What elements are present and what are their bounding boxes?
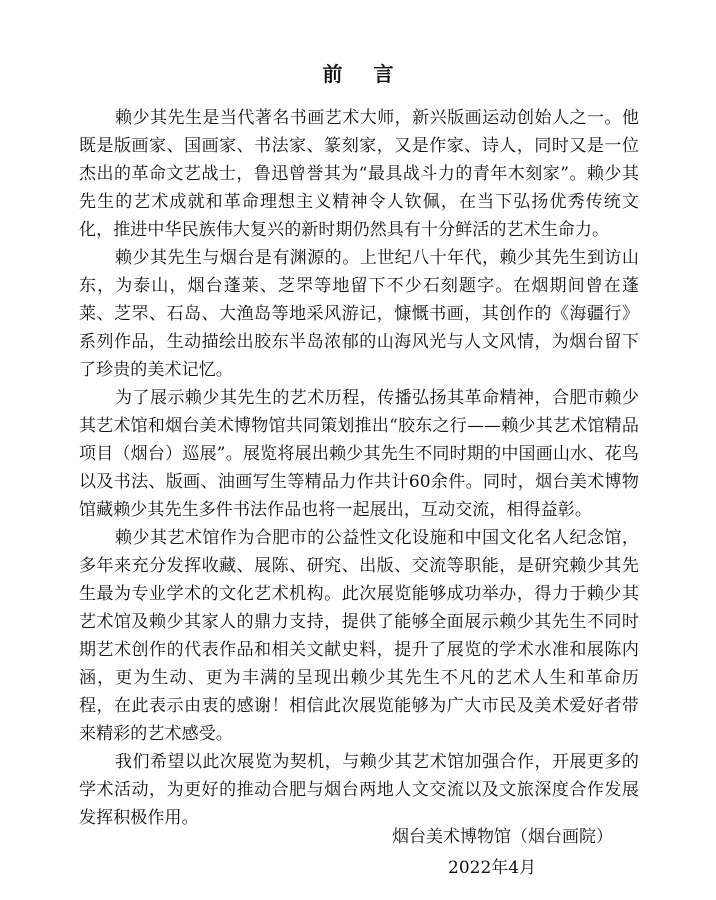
paragraph-5: 我们希望以此次展览为契机，与赖少其艺术馆加强合作，开展更多的学术活动，为更好的推动合肥与烟台两地人文交流以及文旅深度合作发展发挥积极作用。 (79, 752, 639, 828)
paragraph-1: 赖少其先生是当代著名书画艺术大师，新兴版画运动创始人之一。他既是版画家、国画家、书法家、篆刻家，又是作家、诗人，同时又是一位杰出的革命文艺战士，鲁迅曾誉其为“最具战斗力的青年木刻家”。赖少其先生的艺术成就和革命理想主义精神令人钦佩，在当下弘扬优秀传统文化，推进中华民族伟大复兴的新时期仍然具有十分鲜活的艺术生命力。 (79, 108, 639, 240)
paragraph-2: 赖少其先生与烟台是有渊源的。上世纪八十年代，赖少其先生到访山东，为泰山，烟台蓬莱、芝罘等地留下不少石刻题字。在烟期间曾在蓬莱、芝罘、石岛、大渔岛等地采风游记，慷慨书画，其创作的《海疆行》系列作品，生动描绘出胶东半岛浓郁的山海风光与人文风情，为烟台留下了珍贵的美术记忆。 (79, 248, 639, 380)
paragraph-4: 赖少其艺术馆作为合肥市的公益性文化设施和中国文化名人纪念馆，多年来充分发挥收藏、展陈、研究、出版、交流等职能，是研究赖少其先生最为专业学术的文化艺术机构。此次展览能够成功举办，得力于赖少其艺术馆及赖少其家人的鼎力支持，提供了能够全面展示赖少其先生不同时期艺术创作的代表作品和相关文献史料，提升了展览的学术水准和展陈内涵，更为生动、更为丰满的呈现出赖少其先生不凡的艺术人生和革命历程，在此表示由衷的感谢！相信此次展览能够为广大市民及美术爱好者带来精彩的艺术感受。 (79, 528, 639, 744)
page-title: 前 言 (322, 62, 406, 86)
paragraph-3: 为了展示赖少其先生的艺术历程，传播弘扬其革命精神，合肥市赖少其艺术馆和烟台美术博物馆共同策划推出“胶东之行——赖少其艺术馆精品项目（烟台）巡展”。展览将展出赖少其先生不同时期的中国画山水、花鸟以及书法、版画、油画写生等精品力作共计60余件。同时，烟台美术博物馆藏赖少其先生多件书法作品也将一起展出，互动交流，相得益彰。 (79, 388, 639, 520)
date: 2022年4月 (448, 858, 537, 878)
signature: 烟台美术博物馆（烟台画院） (392, 827, 613, 847)
preface-body (79, 104, 639, 832)
